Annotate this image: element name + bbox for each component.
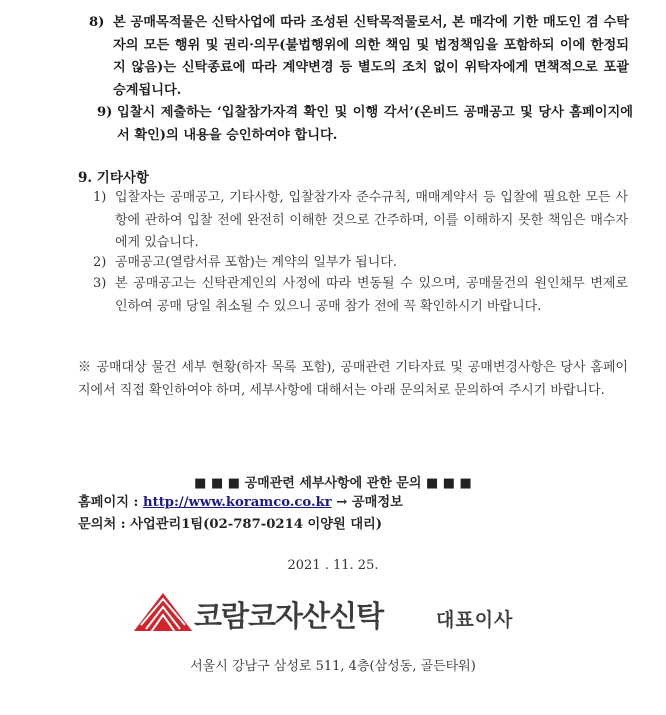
item-number: 9)	[97, 105, 113, 120]
item-text: 입찰자는 공매공고, 기타사항, 입찰참가자 준수규칙, 매매계약서 등 입찰에 필요한 모든 사항에 관하여 입찰 전에 완전히 이해한 것으로 간주하며, 이를 이해하지 못한 책임은 매수자에게 있습니다.	[115, 190, 628, 250]
ceo-title: 대표이사	[436, 609, 514, 631]
item-text: 본 공매공고는 신탁관계인의 사정에 따라 변동될 수 있으며, 공매물건의 원인채무 변제로 인하여 공매 당일 취소될 수 있으니 공매 참가 전에 꼭 확인하시기 바랍니다.	[115, 276, 628, 314]
item-text: 공매공고(열람서류 포함)는 계약의 일부가 됩니다.	[115, 255, 397, 270]
section-title: 9. 기타사항	[78, 170, 149, 186]
sub-item-1	[93, 187, 628, 255]
inquiry-label: 문의처 :	[78, 517, 131, 532]
sub-item-3	[93, 273, 628, 318]
homepage-suffix: → 공매정보	[331, 495, 403, 510]
inquiry-value: 사업관리1팀(02-787-0214 이양원 대리)	[130, 517, 383, 532]
notice-paragraph: ※ 공매대상 물건 세부 현황(하자 목록 포함), 공매관련 기타자료 및 공매변경사항은 당사 홈페이지에서 직접 확인하여야 하며, 세부사항에 대해서는 아래 문의처로 문의하여 주시기 바랍니다.	[78, 360, 628, 398]
document-date: 2021 . 11. 25.	[287, 558, 379, 573]
homepage-row	[78, 491, 403, 510]
item-number: 2)	[93, 255, 107, 270]
logo-text: 코람코자산신탁	[194, 599, 384, 633]
item-number: 8)	[89, 15, 105, 30]
item-text: 본 공매목적물은 신탁사업에 따라 조성된 신탁목적물로서, 본 매각에 기한 매도인 겸 수탁자의 모든 행위 및 권리·의무(불법행위에 의한 책임 및 법정책임을 포함하되 이에 한정되지 않음)는 신탁종료에 따라 계약변경 등 별도의 조치 없이 위탁자에게 면책적으로 포괄 승계됩니다.	[113, 15, 629, 98]
item-9	[97, 102, 633, 147]
item-8	[89, 12, 629, 102]
inquiry-row	[78, 513, 382, 532]
homepage-label: 홈페이지 :	[78, 495, 144, 510]
homepage-link[interactable]: http://www.koramco.co.kr	[143, 495, 332, 510]
koramco-triangle-logo-icon	[132, 591, 194, 635]
company-logo	[132, 591, 407, 635]
item-number: 3)	[93, 276, 107, 291]
item-text: 입찰시 제출하는 ‘입찰참가자격 확인 및 이행 각서’(온비드 공매공고 및 당사 홈페이지에서 확인)의 내용을 승인하여야 합니다.	[117, 105, 633, 143]
item-number: 1)	[93, 190, 107, 205]
sub-item-2	[93, 252, 628, 275]
company-address: 서울시 강남구 삼성로 511, 4층(삼성동, 골든타워)	[190, 659, 476, 674]
contact-title: ■ ■ ■ 공매관련 세부사항에 관한 문의 ■ ■ ■	[194, 476, 472, 491]
